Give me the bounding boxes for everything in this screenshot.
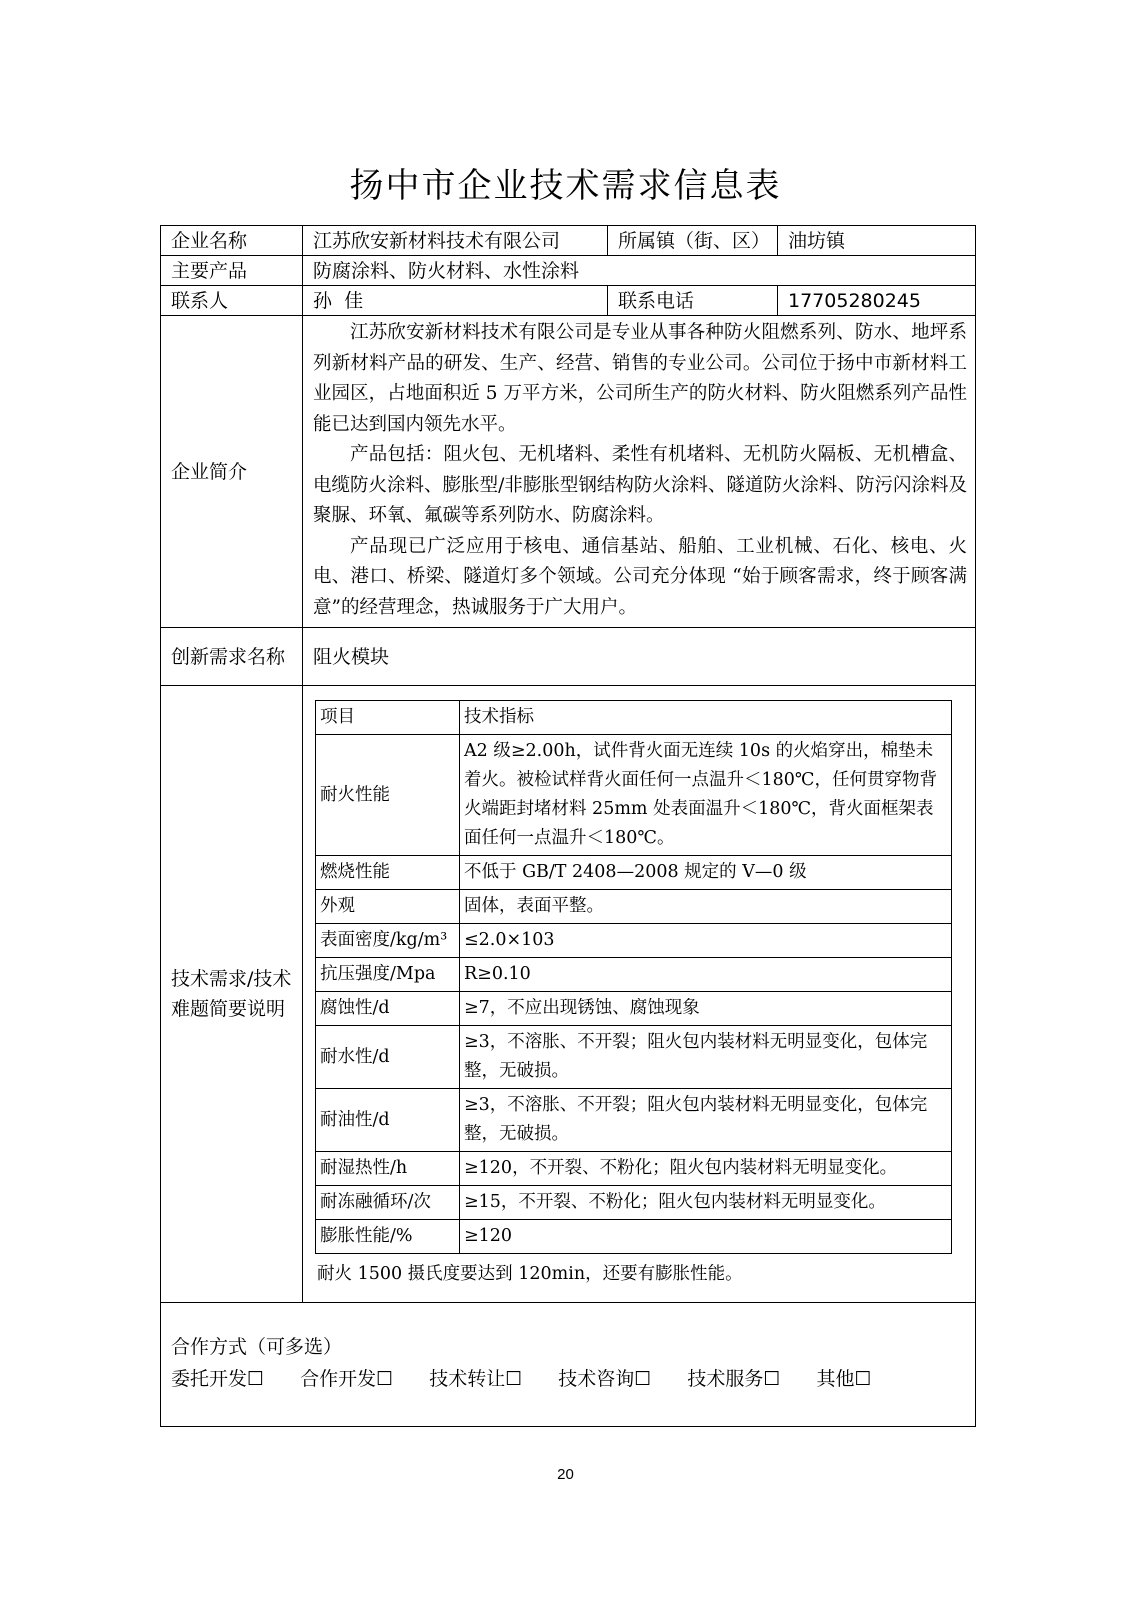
spec-header-spec: 技术指标 <box>460 701 952 735</box>
town-label: 所属镇（街、区） <box>608 226 778 256</box>
option-other[interactable]: 其他☐ <box>816 1368 872 1390</box>
spec-header-row <box>316 701 952 735</box>
spec-value: ≥15，不开裂、不粉化；阻火包内装材料无明显变化。 <box>460 1186 952 1220</box>
phone-value: 17705280245 <box>778 286 976 316</box>
spec-value: ≤2.0×103 <box>460 924 952 958</box>
spec-table <box>315 700 952 1254</box>
intro-text <box>303 316 976 628</box>
intro-paragraph: 江苏欣安新材料技术有限公司是专业从事各种防火阻燃系列、防水、地坪系列新材料产品的研发、生产、经营、销售的专业公司。公司位于扬中市新材料工业园区，占地面积近 5 万平方米，公司所生产的防火材料、防火阻燃系列产品性能已达到国内领先水平。 <box>313 322 967 435</box>
spec-item: 外观 <box>316 890 460 924</box>
spec-row <box>316 1220 952 1254</box>
document-title: 扬中市企业技术需求信息表 <box>349 166 782 206</box>
spec-row <box>316 856 952 890</box>
spec-row <box>316 958 952 992</box>
spec-value: ≥120，不开裂、不粉化；阻火包内装材料无明显变化。 <box>460 1152 952 1186</box>
spec-row <box>316 924 952 958</box>
cooperation-options <box>171 1365 965 1393</box>
option-tech-service[interactable]: 技术服务☐ <box>687 1368 781 1390</box>
cooperation-row <box>161 1303 976 1427</box>
page-number: 20 <box>557 1466 574 1483</box>
spec-row <box>316 1026 952 1089</box>
spec-value: A2 级≥2.00h，试件背火面无连续 10s 的火焰穿出，棉垫未着火。被检试样背火面任何一点温升＜180℃，任何贯穿物背火端距封堵材料 25mm 处表面温升＜180℃，背火面框架表面任何一点温升＜180℃。 <box>460 735 952 856</box>
spec-row <box>316 735 952 856</box>
contact-value: 孙 佳 <box>303 286 608 316</box>
company-name: 江苏欣安新材料技术有限公司 <box>303 226 608 256</box>
intro-label: 企业简介 <box>161 316 303 628</box>
spec-row <box>316 992 952 1026</box>
tech-row <box>161 686 976 1303</box>
spec-item: 耐火性能 <box>316 735 460 856</box>
spec-value: ≥7，不应出现锈蚀、腐蚀现象 <box>460 992 952 1026</box>
tech-label: 技术需求/技术难题简要说明 <box>161 686 303 1303</box>
spec-item: 耐油性/d <box>316 1089 460 1152</box>
demand-row <box>161 628 976 686</box>
spec-value: ≥120 <box>460 1220 952 1254</box>
spec-row <box>316 1089 952 1152</box>
spec-value: 固体，表面平整。 <box>460 890 952 924</box>
spec-value: 不低于 GB/T 2408—2008 规定的 V—0 级 <box>460 856 952 890</box>
spec-header-item: 项目 <box>316 701 460 735</box>
spec-item: 表面密度/kg/m³ <box>316 924 460 958</box>
intro-paragraph: 产品现已广泛应用于核电、通信基站、船舶、工业机械、石化、核电、火电、港口、桥梁、隧道灯多个领域。公司充分体现 “始于顾客需求，终于顾客满意”的经营理念，热诚服务于广大用户。 <box>313 535 967 618</box>
cooperation-cell <box>161 1303 976 1427</box>
tech-cell <box>303 686 976 1303</box>
spec-value: ≥3，不溶胀、不开裂；阻火包内装材料无明显变化，包体完整，无破损。 <box>460 1026 952 1089</box>
spec-value: R≥0.10 <box>460 958 952 992</box>
spec-item: 耐水性/d <box>316 1026 460 1089</box>
company-row <box>161 226 976 256</box>
spec-item: 耐冻融循环/次 <box>316 1186 460 1220</box>
option-tech-transfer[interactable]: 技术转让☐ <box>429 1368 523 1390</box>
contact-label: 联系人 <box>161 286 303 316</box>
spec-row <box>316 890 952 924</box>
intro-row <box>161 316 976 628</box>
spec-item: 抗压强度/Mpa <box>316 958 460 992</box>
company-name-label: 企业名称 <box>161 226 303 256</box>
info-table <box>160 225 976 1427</box>
tech-note: 耐火 1500 摄氏度要达到 120min，还要有膨胀性能。 <box>317 1264 743 1284</box>
town-value: 油坊镇 <box>778 226 976 256</box>
phone-label: 联系电话 <box>608 286 778 316</box>
spec-item: 膨胀性能/% <box>316 1220 460 1254</box>
option-tech-consulting[interactable]: 技术咨询☐ <box>558 1368 652 1390</box>
products-value: 防腐涂料、防火材料、水性涂料 <box>303 256 976 286</box>
option-joint-dev[interactable]: 合作开发☐ <box>300 1368 394 1390</box>
contact-row <box>161 286 976 316</box>
spec-item: 腐蚀性/d <box>316 992 460 1026</box>
products-label: 主要产品 <box>161 256 303 286</box>
spec-value: ≥3，不溶胀、不开裂；阻火包内装材料无明显变化，包体完整，无破损。 <box>460 1089 952 1152</box>
spec-item: 燃烧性能 <box>316 856 460 890</box>
intro-paragraph: 产品包括：阻火包、无机堵料、柔性有机堵料、无机防火隔板、无机槽盒、电缆防火涂料、膨胀型/非膨胀型钢结构防火涂料、隧道防火涂料、防污闪涂料及聚脲、环氧、氟碳等系列防水、防腐涂料。 <box>313 444 967 526</box>
spec-item: 耐湿热性/h <box>316 1152 460 1186</box>
spec-row <box>316 1186 952 1220</box>
demand-name: 阻火模块 <box>303 628 976 686</box>
option-commissioned-dev[interactable]: 委托开发☐ <box>171 1368 265 1390</box>
demand-label: 创新需求名称 <box>161 628 303 686</box>
cooperation-label: 合作方式（可多选） <box>171 1336 343 1358</box>
products-row <box>161 256 976 286</box>
spec-row <box>316 1152 952 1186</box>
